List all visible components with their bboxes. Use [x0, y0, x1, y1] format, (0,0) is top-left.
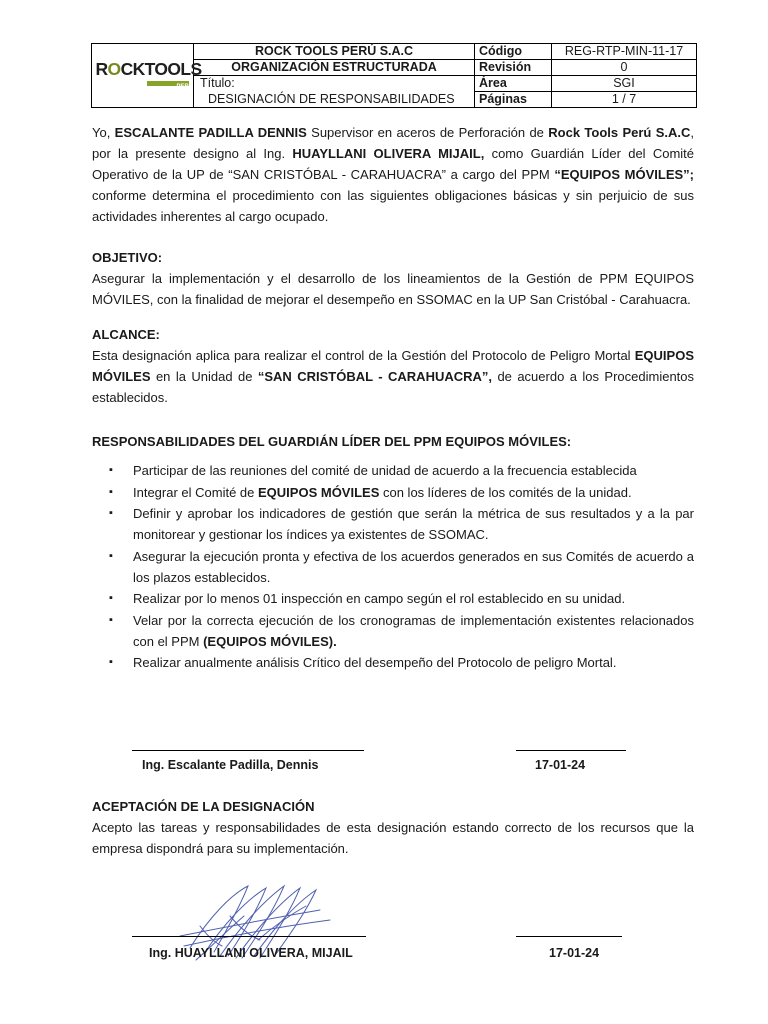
objetivo-text: Asegurar la implementación y el desarrollo de los lineamientos de la Gestión de PPM EQUIPOS MÓVILES, con la finalidad de mejorar el desempeño en SSOMAC en la UP San Cristóbal - Carahuacra. — [92, 271, 694, 307]
list-item — [92, 482, 694, 503]
field-label-paginas: Páginas — [475, 92, 552, 108]
field-value-paginas: 1 / 7 — [552, 92, 697, 108]
field-value-codigo: REG-RTP-MIN-11-17 — [552, 44, 697, 60]
field-value-revision: 0 — [552, 60, 697, 76]
list-item-bold: (EQUIPOS MÓVILES). — [203, 633, 337, 649]
company-logo-cell — [92, 44, 202, 108]
intro-text-1: Yo, — [92, 125, 115, 140]
list-item-text: con los líderes de los comités de la unidad. — [379, 484, 632, 500]
alcance-paragraph — [92, 345, 694, 408]
alcance-text-1: Esta designación aplica para realizar el control de la Gestión del Protocolo de Peligro Mortal — [92, 348, 635, 363]
designee-name: HUAYLLANI OLIVERA MIJAIL, — [292, 146, 485, 161]
intro-text-5: conforme determina el procedimiento con las siguientes obligaciones básicas y sin perjuicio de sus actividades inherentes al cargo ocupado. — [92, 188, 694, 224]
title-label: Título: — [194, 76, 475, 92]
field-value-area: SGI — [552, 76, 697, 92]
designee-date: 17-01-24 — [549, 946, 600, 960]
logo-letter-o: O — [107, 58, 121, 79]
company-name: ROCK TOOLS PERÚ S.A.C — [194, 44, 475, 60]
designee-signature-name: Ing. HUAYLLANI OLIVERA, MIJAIL — [149, 946, 353, 960]
alcance-heading: ALCANCE: — [92, 327, 160, 342]
intro-text-3: , por la presente designo al Ing. — [92, 125, 694, 161]
ppm-name: “EQUIPOS MÓVILES”; — [554, 167, 694, 182]
list-item: ▪ Realizar por lo menos 01 inspección en campo según el rol establecido en su unidad. — [92, 588, 694, 609]
alcance-text-2: en la Unidad de — [150, 369, 258, 384]
field-label-area: Área — [475, 76, 552, 92]
field-label-revision: Revisión — [475, 60, 552, 76]
aceptacion-heading: ACEPTACIÓN DE LA DESIGNACIÓN — [92, 799, 315, 814]
date-line-supervisor — [516, 750, 626, 751]
supervisor-name: Ing. Escalante Padilla, Dennis — [142, 758, 319, 772]
list-item: ▪ Realizar anualmente análisis Crítico del desempeño del Protocolo de peligro Mortal. — [92, 652, 694, 673]
signature-line-supervisor — [132, 750, 364, 751]
field-label-codigo: Código — [475, 44, 552, 60]
responsabilidades-heading: RESPONSABILIDADES DEL GUARDIÁN LÍDER DEL PPM EQUIPOS MÓVILES: — [92, 434, 572, 449]
document-title: DESIGNACIÓN DE RESPONSABILIDADES — [194, 92, 475, 108]
alcance-text-3: de acuerdo a los Procedimientos establecidos. — [92, 369, 695, 405]
document-header-table — [91, 43, 697, 108]
logo-text: ROCKTOOLS — [95, 58, 202, 79]
list-item-bold: EQUIPOS MÓVILES — [258, 484, 380, 500]
list-item-text: Velar por la correcta ejecución de los cronogramas de implementación existentes relacionados con el PPM — [133, 612, 694, 649]
supervisor-date: 17-01-24 — [535, 758, 586, 772]
list-item — [92, 610, 694, 652]
intro-text-4: como Guardián Líder del Comité Operativo de la UP de “SAN CRISTÓBAL - CARAHUACRA” a cargo del PPM — [92, 146, 694, 182]
organization-label: ORGANIZACIÓN ESTRUCTURADA — [194, 60, 475, 76]
logo-subtext: PERU — [176, 83, 194, 90]
objetivo-heading: OBJETIVO: — [92, 250, 163, 265]
list-item-text: Integrar el Comité de — [133, 484, 259, 500]
intro-text-2: Supervisor en aceros de Perforación de — [306, 125, 549, 140]
intro-paragraph — [92, 122, 694, 227]
company-name-inline: Rock Tools Perú S.A.C — [548, 125, 691, 140]
alcance-bold-1: EQUIPOS MÓVILES — [92, 348, 694, 384]
responsibilities-list — [92, 460, 694, 674]
aceptacion-text: Acepto las tareas y responsabilidades de esta designación estando correcto de los recursos que la empresa dispondrá para su implementación. — [92, 820, 694, 856]
date-line-designee — [516, 936, 622, 937]
designator-name: ESCALANTE PADILLA DENNIS — [114, 125, 307, 140]
list-item: ▪ Definir y aprobar los indicadores de gestión que serán la métrica de sus resultados y a la par monitorear y gestionar los índices ya existentes de SSOMAC. — [92, 503, 694, 545]
signature-line-designee — [132, 936, 366, 937]
alcance-bold-2: “SAN CRISTÓBAL - CARAHUACRA”, — [257, 369, 493, 384]
list-item: ▪ Asegurar la ejecución pronta y efectiva de los acuerdos generados en sus Comités de acuerdo a los plazos establecidos. — [92, 546, 694, 588]
list-item: ▪ Participar de las reuniones del comité de unidad de acuerdo a la frecuencia establecida — [92, 460, 694, 481]
rock-tools-logo — [95, 58, 202, 90]
